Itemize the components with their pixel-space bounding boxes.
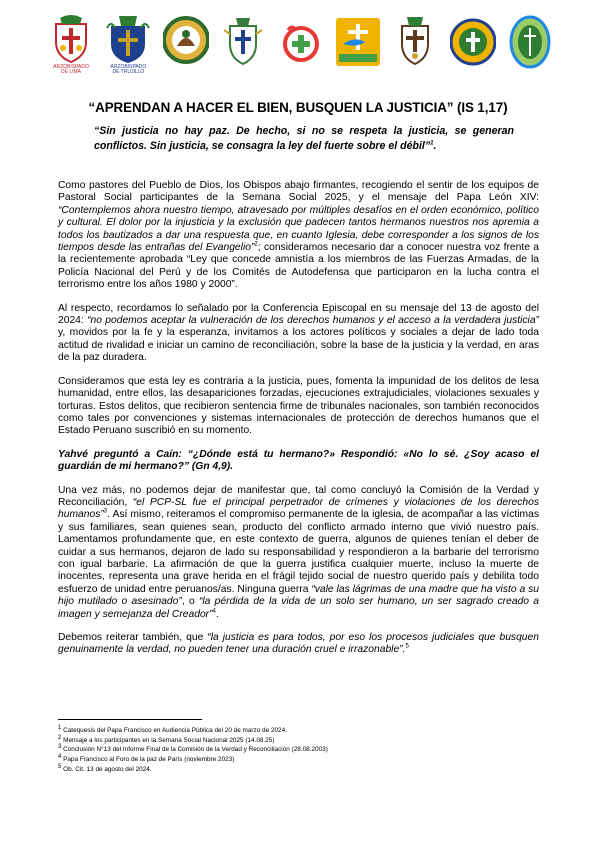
- paragraph: [58, 485, 539, 621]
- logo-row: [48, 14, 553, 76]
- footnote: [58, 755, 538, 765]
- arzobispado-trujillo-caption: ARZOBISPADO DE TRUJILLO: [110, 64, 147, 75]
- footnote-number: 4: [58, 753, 62, 760]
- footnote-text: Papa Francisco al Foro de la paz de París (noviembre 2023): [61, 756, 235, 764]
- epigraph-text: “Sin justicia no hay paz. De hecho, si no se respeta la justicia, se generan conflictos. Sin justicia, se consagra la ley del fuerte sobre el débil”: [94, 125, 514, 152]
- epigraph: [94, 124, 514, 154]
- arzobispado-lima-caption: ARZOBISPADO DE LIMA: [53, 64, 89, 75]
- footnote: [58, 745, 538, 755]
- footnote-number: 5: [58, 763, 62, 770]
- quote-text: “no podemos aceptar la vulneración de los derechos humanos y el acceso a la verdadera justicia”: [87, 315, 539, 327]
- footnote-text: Catequesis del Papa Francisco en Audiencia Pública del 20 de marzo de 2024.: [61, 727, 287, 734]
- caritas-heart-logo: [278, 14, 324, 76]
- arzobispado-lima-logo: [48, 14, 94, 76]
- text: ; consideramos necesario dar a conocer nuestra voz frente a la recientemente aprobada “Ley que concede amnistía a los miembros de las Fuerzas Armadas, de la Policía Nacional del Perú y de los Comités de Autodefensa que participaron en la lucha contra el terrorismo entre los años 1980 y 2000”.: [58, 242, 539, 291]
- green-oval-emblem-logo: [507, 14, 553, 76]
- seal-circular-green-logo: [163, 14, 209, 76]
- footnote-number: 2: [58, 734, 62, 741]
- quote-text: “Contemplemos ahora nuestro tiempo, atravesado por múltiples desafíos en el orden económico, político y cultural. El dolor por la injusticia y la exclusión que padecen tantos hermanos nuestros nos apremia a todos los bautizados a dar una respuesta que, en cuanto Iglesia, debe corresponder a los signos de los tiempos desde las entrañas del Evangelio”: [58, 204, 539, 254]
- footnote-text: Mensaje a los participantes en la Semana Social Nacional 2025 (14.08.25): [61, 736, 275, 744]
- footnote-ref: 5: [405, 643, 409, 650]
- cross-shield-green-logo: [220, 14, 266, 76]
- footnote-text: Conclusión N°13 del Informe Final de la Comisión de la Verdad y Reconciliación (28.08.2003): [61, 746, 328, 754]
- footnote-number: 1: [58, 724, 62, 731]
- footnote-ref: 3: [103, 508, 108, 515]
- text: Debemos reiterar también, que: [58, 632, 208, 643]
- prelatura-seal-logo: [450, 14, 496, 76]
- bishop-shield-logo: [392, 14, 438, 76]
- footnote-number: 3: [58, 744, 62, 751]
- footnote-ref: 4: [212, 608, 216, 615]
- footnote-ref: 2: [254, 241, 258, 248]
- quote-text: “vale las lágrimas de una madre que ha visto a su hijo mutilado o asesinado”: [58, 583, 539, 608]
- text: Una vez más, no podemos dejar de manifestar que, tal como concluyó la Comisión de la Verdad y Reconciliación,: [58, 484, 539, 508]
- quote-text: “la pérdida de la vida de un solo ser humano, un ser sagrado creado a imagen y semejanza del Creador”: [58, 596, 540, 620]
- quote-text: “la justicia es para todos, por eso los procesos judiciales que busquen genuinamente la verdad, no pueden tener una duración cruel e irrazonable”.: [58, 632, 539, 656]
- text: Como pastores del Pueblo de Dios, los Obispos abajo firmantes, recogiendo el sentir de los equipos de Pastoral Social participantes de la Semana Social 2025, y el mensaje del Papa León XIV:: [58, 180, 539, 204]
- footnote-separator: [58, 719, 202, 720]
- footnote-ref: 1: [430, 140, 434, 147]
- text: . Así mismo, reiteramos el compromiso permanente de la iglesia, de acompañar a las víctimas y sus familiares, sean quienes sean, producto del conflicto armado interno que vivió nuestro país. Lamentamos profundamente que, en este contexto de guerra, algunos de quienes tenían el deber de cuidar a sus hermanos, dejaron de lado su responsabilidad y respondieron a la barbarie del terrorismo con igual barbarie. La afirmación de que la guerra justifica cualquier muerte, incluso la muerte de inocentes, representa una grave herida en el frágil tejido social de nuestro querido país y debilita todo esfuerzo de unidad entre peruanos/as. Ninguna guerra: [58, 509, 539, 595]
- text: .: [215, 608, 219, 620]
- footnote: [58, 726, 538, 736]
- footnote: [58, 765, 538, 775]
- pastoral-dove-logo: [335, 14, 381, 76]
- document-body: [58, 180, 539, 668]
- bible-quote: Yahvé preguntó a Caín: “¿Dónde está tu hermano?» Respondió: «No lo sé. ¿Soy acaso el guardián de mi hermano?” (Gn 4,9).: [58, 448, 539, 473]
- epigraph-end: .: [433, 140, 437, 152]
- quote-text: “el PCP-SL fue el principal perpetrador de crímenes y violaciones de los derechos humanos”: [58, 496, 539, 521]
- paragraph: [58, 180, 539, 292]
- footnote: [58, 736, 538, 746]
- text: , o: [181, 596, 199, 608]
- text: Al respecto, recordamos lo señalado por la Conferencia Episcopal en su mensaje del 13 de agosto del 2024:: [58, 302, 539, 327]
- paragraph: [58, 632, 539, 657]
- footnote-text: Ob. Cit. 13 de agosto del 2024.: [61, 765, 152, 773]
- footnotes: [58, 726, 538, 775]
- paragraph: Consideramos que esta ley es contraria a la justicia, pues, fomenta la impunidad de los delitos de lesa humanidad, entre ellos, las desapariciones forzadas, ejecuciones extrajudiciales, violaciones sexuales y torturas. Estos delitos, que recibieron sentencia firme de tribunales nacionales, son también reconocidos como tales por convenciones y sistemas internacionales de protección de derechos humanos que el Estado Peruano suscribió en su momento.: [58, 375, 539, 437]
- document-title: “APRENDAN A HACER EL BIEN, BUSQUEN LA JUSTICIA” (IS 1,17): [88, 100, 508, 115]
- text: y, movidos por la fe y la esperanza, invitamos a los actores políticos y sociales a dejar de lado toda actitud de rivalidad e iniciar un camino de reconciliación, sobre la base de la justicia y la verdad, en aras de la paz duradera.: [58, 327, 539, 364]
- paragraph: [58, 303, 539, 365]
- arzobispado-trujillo-logo: [105, 14, 151, 76]
